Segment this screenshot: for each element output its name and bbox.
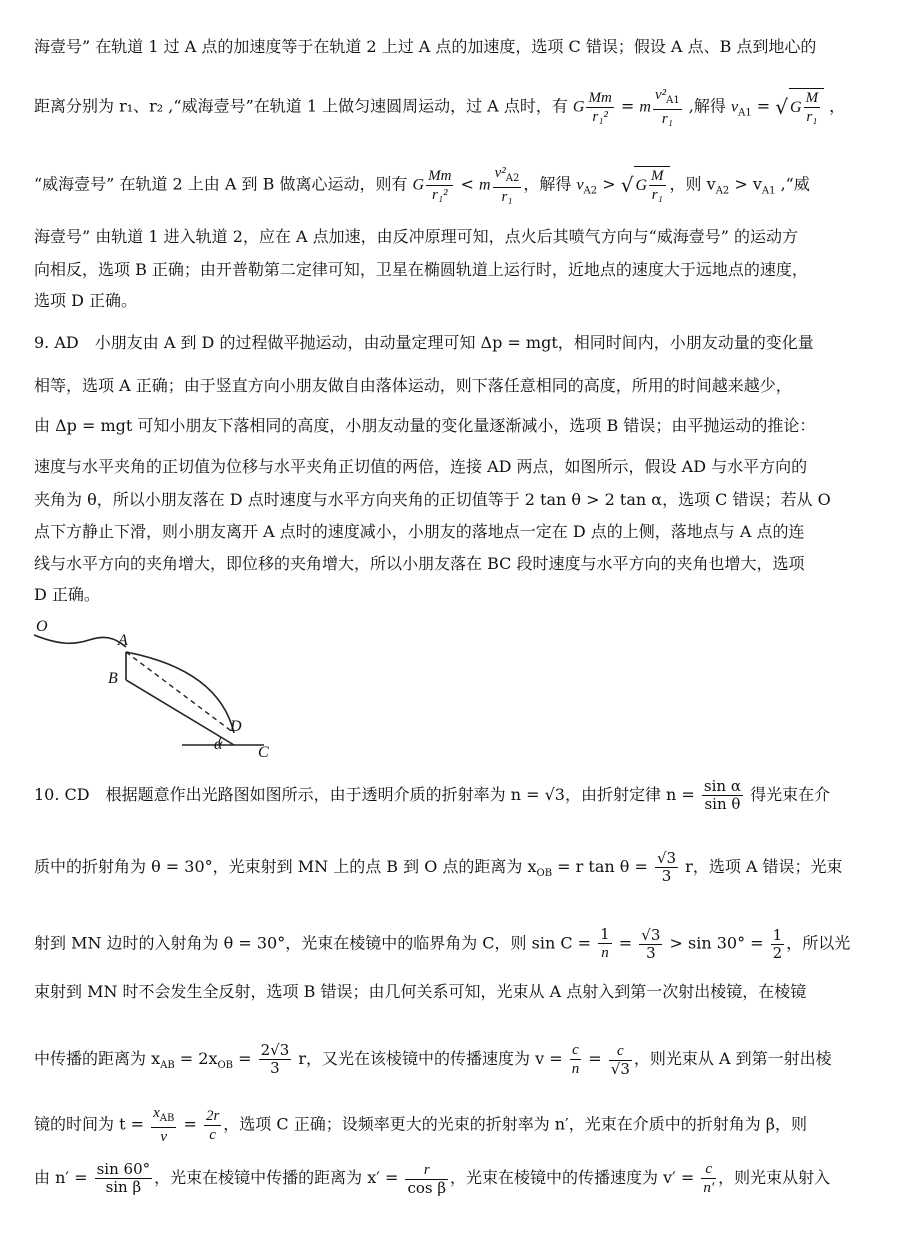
text-line: 相等，选项 A 正确；由于竖直方向小朋友做自由落体运动，则下落任意相同的高度，所用的时间越来越少， <box>34 376 792 395</box>
text-line: 点下方静止下滑，则小朋友离开 A 点时的速度减小，小朋友的落地点一定在 D 点的上侧，落地点与 A 点的连 <box>34 522 805 541</box>
text-line: 海壹号” 由轨道 1 进入轨道 2，应在 A 点加速，由反冲原理可知，点火后其喷气方向与“威海壹号” 的运动方 <box>34 227 799 246</box>
fraction: $\frac{Mm}{\text{r₁²}}$ <box>588 89 612 125</box>
text-line: 夹角为 θ，所以小朋友落在 D 点时速度与水平方向夹角的正切值等于 2 tan θ > 2 tan α，选项 C 错误；若从 O <box>34 490 831 509</box>
text-line: 距离分别为 r₁、r₂ ,“威海壹号”在轨道 1 上做匀速圆周运动，过 A 点时，有 G $\frac{Mm}{\text{r₁²}}$ = m $\frac{v^2_{A1}}{\text{r₁}}$ ,解得 $v_{A1}$ = √ G $\frac{M}{\text{r₁}}$ ， <box>34 87 846 127</box>
slide-trajectory-diagram <box>34 615 284 765</box>
text-line: 质中的折射角为 θ = 30°，光束射到 MN 上的点 B 到 O 点的距离为 $x_{OB} = r$ tan θ = $\frac{√3}{3}$ r，选项 A 错误；光束 <box>34 849 843 885</box>
label-alpha: α <box>214 736 223 753</box>
text-line: 射到 MN 边时的入射角为 θ = 30°，光束在棱镜中的临界角为 C，则 sin C = $\frac{1}{n}$ = $\frac{√3}{3}$ > sin 30° = $\frac{1}{2}$ ，所以光 <box>34 925 851 962</box>
text-line: 线与水平方向的夹角增大，即位移的夹角增大，所以小朋友落在 BC 段时速度与水平方向的夹角也增大，选项 <box>34 554 805 573</box>
label-a: A <box>118 632 128 649</box>
label-c: C <box>258 744 269 761</box>
text-line: 海壹号” 在轨道 1 过 A 点的加速度等于在轨道 2 上过 A 点的加速度，选项 C 错误；假设 A 点、B 点到地心的 <box>34 37 817 56</box>
text-line: 束射到 MN 时不会发生全反射，选项 B 错误；由几何关系可知，光束从 A 点射入到第一次射出棱镜，在棱镜 <box>34 982 807 1001</box>
label-b: B <box>108 670 118 687</box>
text-line: 由 n′ = $\frac{\sin 60^\circ}{\text{sin β}}$ ，光束在棱镜中传播的距离为 x′ = $\frac{r}{\text{cos β}}$ ，光束在棱镜中的传播速度为 v′ = $\frac{c}{n'}$ ，则光束从射入 <box>34 1160 831 1197</box>
fraction: $\frac{v^2_{A1}}{\text{r₁}}$ <box>654 87 680 127</box>
text-line: 10. CD 根据题意作出光路图如图所示，由于透明介质的折射率为 n = √3，由折射定律 n = $\frac{\text{sin α}}{\text{sin θ}}$ 得光束在介 <box>34 777 831 813</box>
text-line: “威海壹号” 在轨道 2 上由 A 到 B 做离心运动，则有 G $\frac{Mm}{\text{r₁²}}$ < m $\frac{v^2_{A2}}{\text{r₁}}$ ，解得 $v_{A2}$ > √ G $\frac{M}{\text{r₁}}$ ，则 $v_{A2} > v_{A1}$ ,“威 <box>34 165 810 205</box>
label-d: D <box>230 718 242 735</box>
text-line: D 正确。 <box>34 585 100 604</box>
text-line: 中传播的距离为 $x_{AB} = 2x_{OB}$ = $\frac{2√3}{3}$ r，又光在该棱镜中的传播速度为 v = $\frac{c}{n}$ = $\frac{c}{√3}$ ，则光束从 A 到第一射出棱 <box>34 1041 832 1078</box>
slide-curve <box>34 635 126 647</box>
text-line: 镜的时间为 t = $\frac{x_{AB}}{v}$ = $\frac{2r}{c}$ ，选项 C 正确；设频率更大的光束的折射率为 n′，光束在介质中的折射角为 β，则 <box>34 1105 808 1145</box>
text-line: 向相反，选项 B 正确；由开普勒第二定律可知，卫星在椭圆轨道上运行时，近地点的速度大于远地点的速度， <box>34 260 808 279</box>
text-line: 由 Δp = mgt 可知小朋友下落相同的高度，小朋友动量的变化量逐渐减小，选项 B 错误；由平抛运动的推论： <box>34 416 816 435</box>
text-line: 速度与水平夹角的正切值为位移与水平夹角正切值的两倍，连接 AD 两点，如图所示，假设 AD 与水平方向的 <box>34 457 808 476</box>
label-o: O <box>36 618 48 635</box>
displacement-line-ad <box>126 652 234 733</box>
text-line: 9. AD 小朋友由 A 到 D 的过程做平抛运动，由动量定理可知 Δp = mgt，相同时间内，小朋友动量的变化量 <box>34 333 814 352</box>
text-line: 选项 D 正确。 <box>34 291 138 310</box>
